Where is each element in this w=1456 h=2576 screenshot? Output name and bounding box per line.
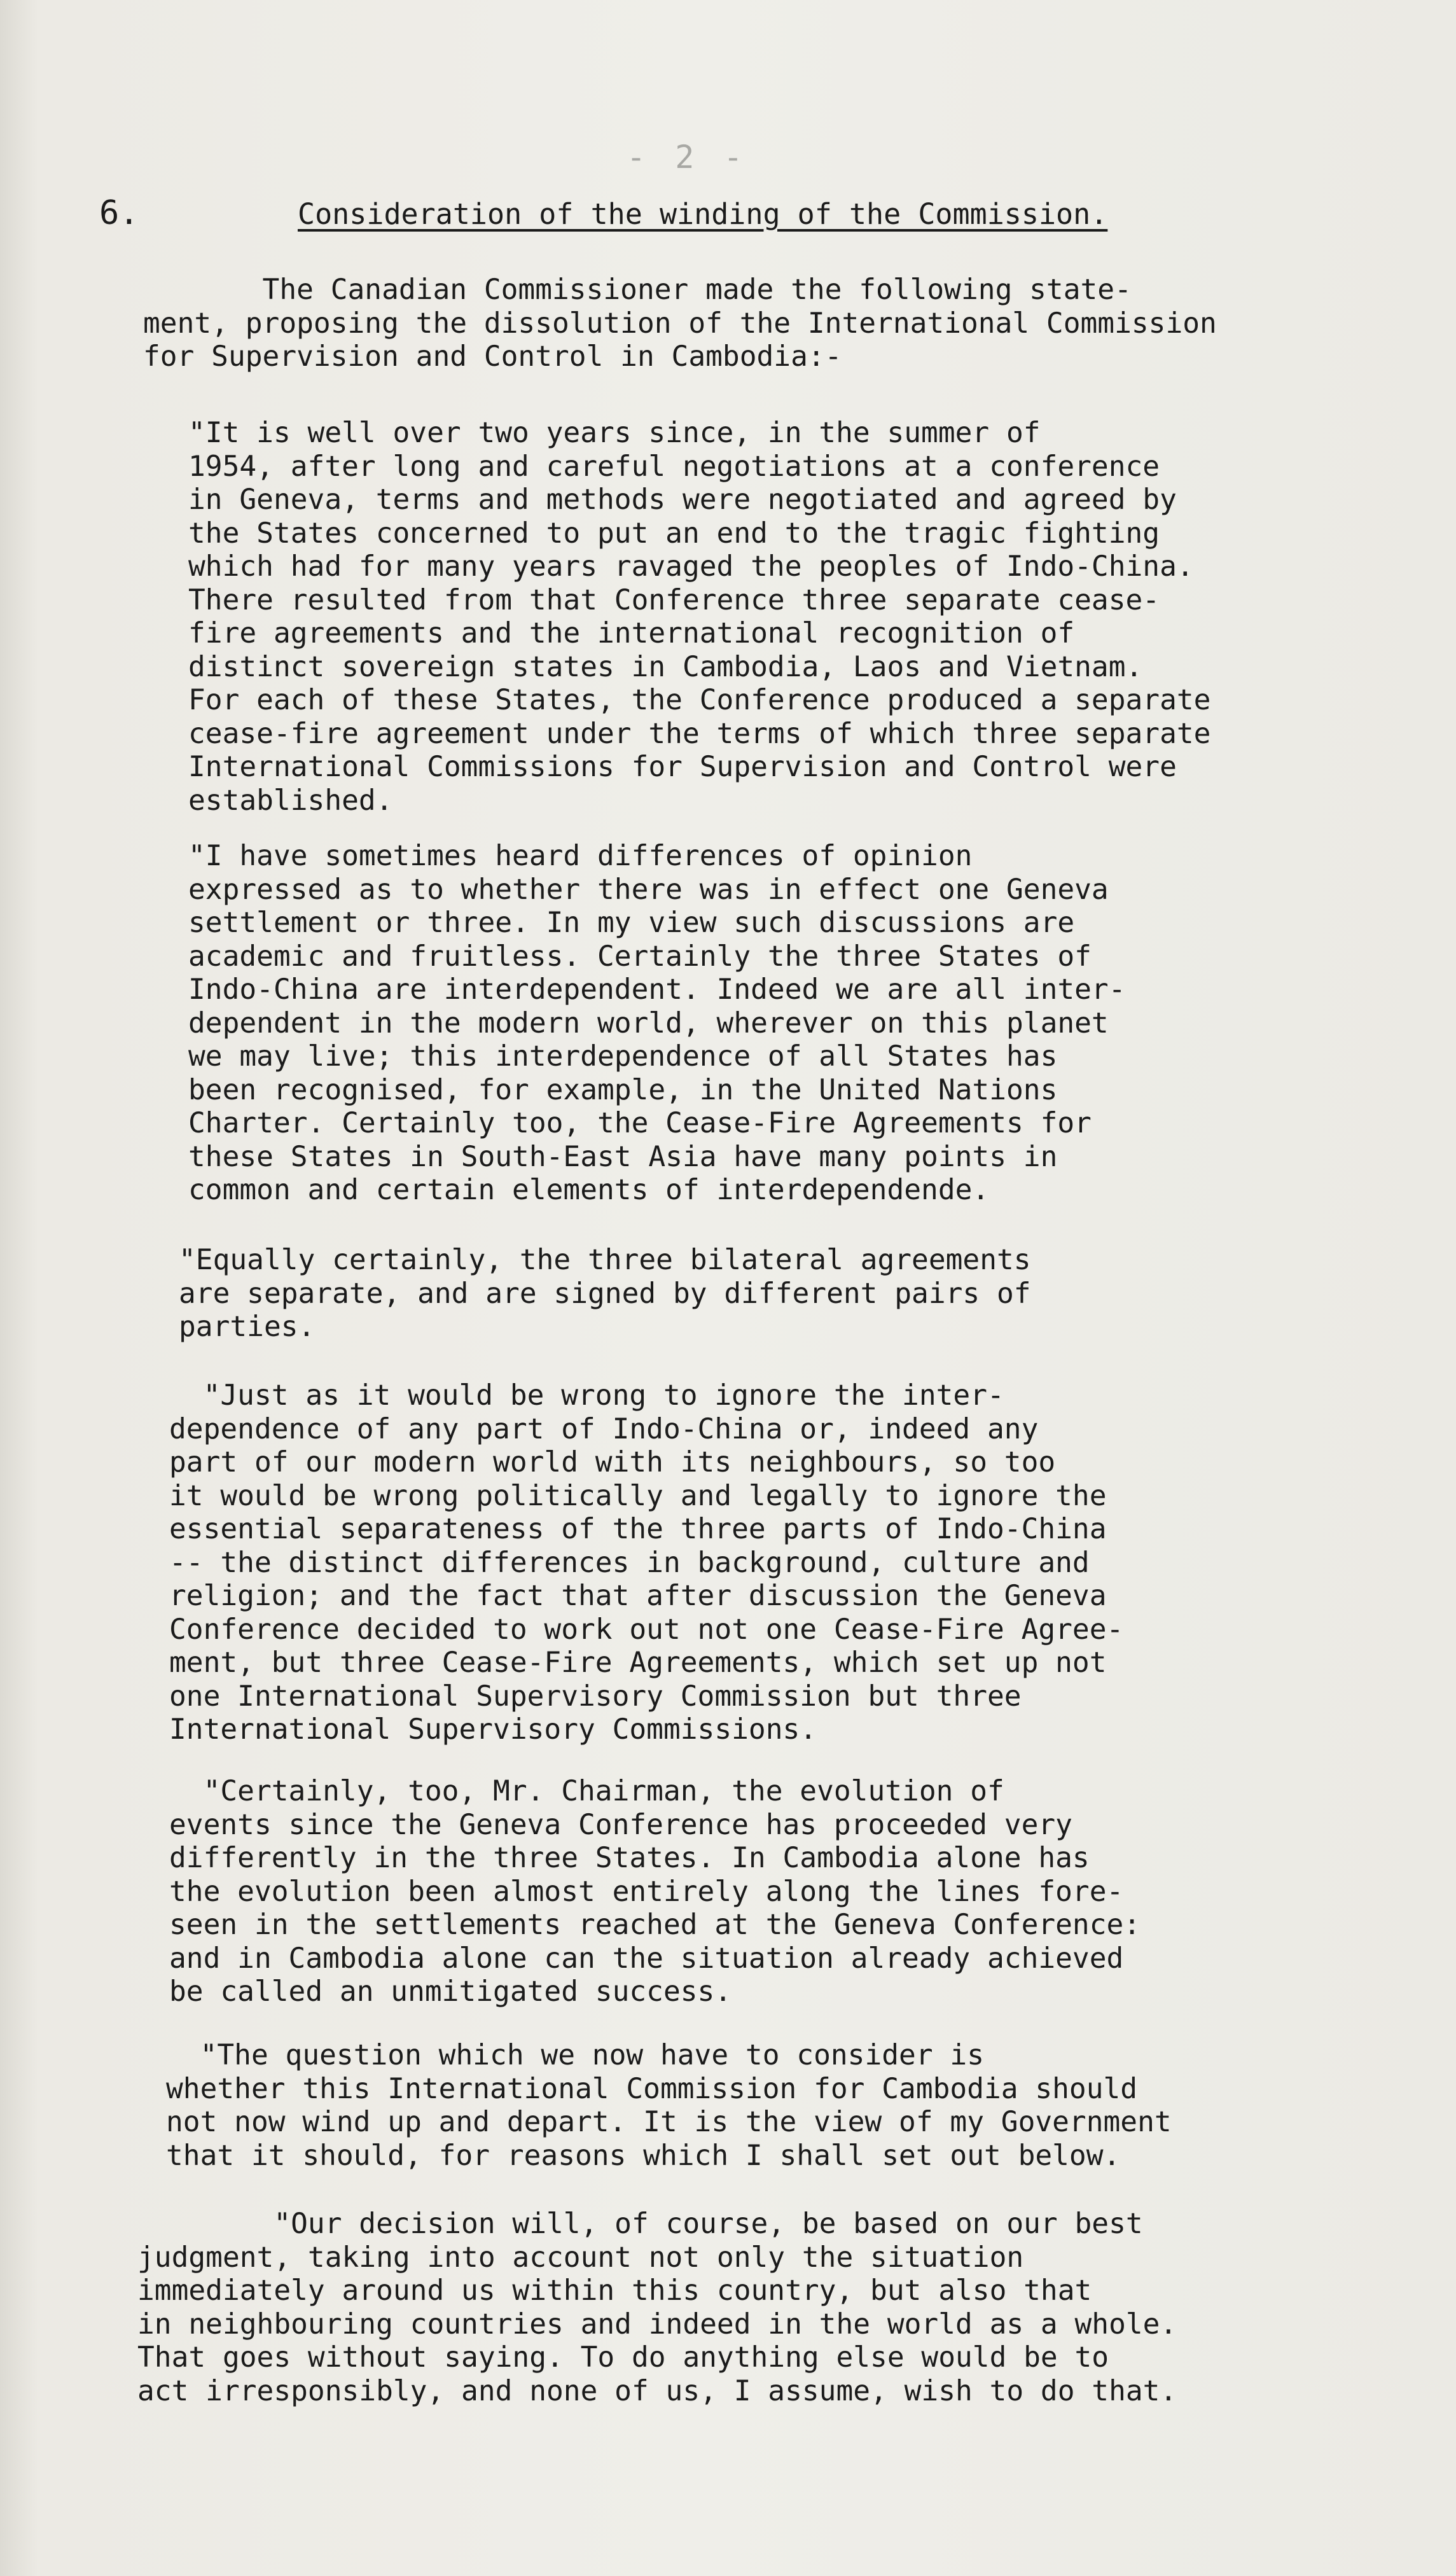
quote-paragraph-7: "Our decision will, of course, be based on our best judgment, taking into account not only the situation immediately around us within this country, but also that in neighbouring countries and indeed in the world as a whole. That goes without saying. To do anything else would be to act irresponsibly, and none of us, I assume, wish to do that. — [137, 2208, 1177, 2407]
quote-paragraph-1: "It is well over two years since, in the summer of 1954, after long and careful negotiations at a conference in Geneva, terms and methods were negotiated and agreed by the States concerned to put an end to the tragic fighting which had for many years ravaged the peoples of Indo-China. There resulted from that Conference three separate cease- fire agreements and the international recognition of distinct sovereign states in Cambodia, Laos and Vietnam. For each of these States, the Conference produced a separate cease-fire agreement under the terms of which three separate International Commissions for Supervision and Control were established. — [188, 417, 1211, 817]
section-heading: Consideration of the winding of the Commission. — [298, 197, 1108, 231]
section-number: 6. — [99, 194, 139, 232]
quote-paragraph-5: "Certainly, too, Mr. Chairman, the evolution of events since the Geneva Conference has proceeded very differently in the three States. In Cambodia alone has the evolution been almost entirely along the lines fore- seen in the settlements reached at the Geneva Conference: and in Cambodia alone can the situation already achieved be called an unmitigated success. — [169, 1775, 1141, 2008]
quote-paragraph-6: "The question which we now have to consider is whether this International Commission for Cambodia should not now wind up and depart. It is the view of my Government that it should, for reasons which I shall set out below. — [166, 2039, 1172, 2172]
quote-paragraph-4: "Just as it would be wrong to ignore the inter- dependence of any part of Indo-China or, indeed any part of our modern world with its neighbours, so too it would be wrong politically and legally to ignore the essential separateness of the three parts of Indo-China -- the distinct differences in background, culture and religion; and the fact that after discussion the Geneva Conference decided to work out not one Cease-Fire Agree- ment, but three Cease-Fire Agreements, which set up not one International Supervisory Commission but three International Supervisory Commissions. — [169, 1379, 1124, 1746]
quote-paragraph-3: "Equally certainly, the three bilateral agreements are separate, and are signed by different pairs of parties. — [179, 1244, 1031, 1343]
quote-paragraph-2: "I have sometimes heard differences of opinion expressed as to whether there was in effect one Geneva settlement or three. In my view such discussions are academic and fruitless. Certainly the three States of Indo-China are interdependent. Indeed we are all inter- dependent in the modern world, wherever on this planet we may live; this interdependence of all States has been recognised, for example, in the United Nations Charter. Certainly too, the Cease-Fire Agreements for these States in South-East Asia have many points in common and certain elements of interdependende. — [188, 840, 1126, 1206]
intro-paragraph: The Canadian Commissioner made the following state- ment, proposing the dissolution of the International Commission for Supervision and Control in Cambodia:- — [143, 274, 1217, 373]
page-number: - 2 - — [627, 139, 748, 176]
